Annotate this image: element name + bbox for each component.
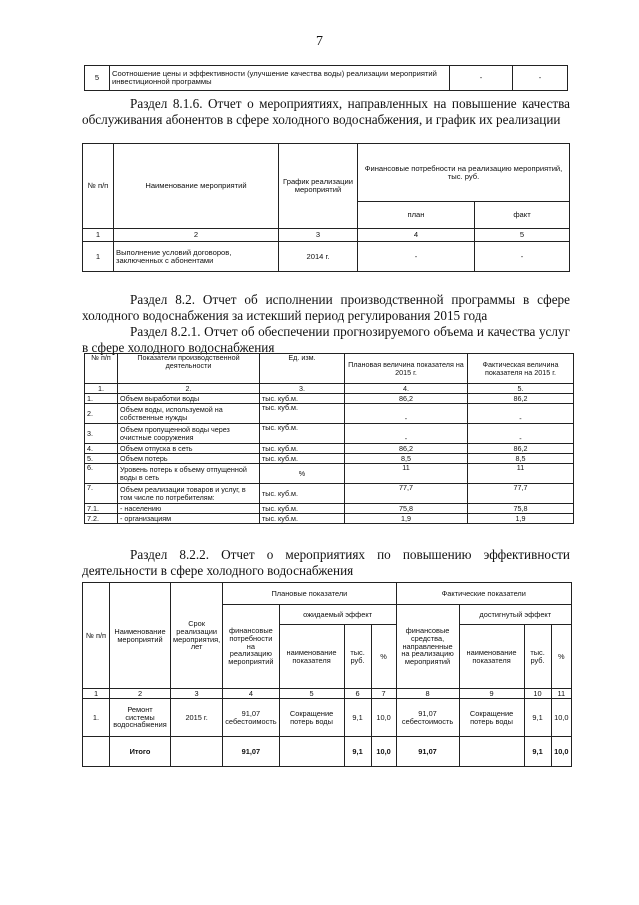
row-name: - организациям xyxy=(118,514,260,524)
row-name: - населению xyxy=(118,504,260,514)
index-cell: 5. xyxy=(468,384,574,394)
row-term: 2015 г. xyxy=(171,699,223,737)
row-number: 4. xyxy=(85,444,118,454)
header-percent: % xyxy=(551,625,571,689)
header-fact: факт xyxy=(475,202,570,229)
row-fact: - xyxy=(468,404,574,424)
row-fact: 86,2 xyxy=(468,444,574,454)
index-cell: 2 xyxy=(110,689,171,699)
row-number: 5. xyxy=(85,454,118,464)
index-cell: 9 xyxy=(459,689,524,699)
row-name: Объем реализации товаров и услуг, в том числе по потребителям: xyxy=(118,484,260,504)
row-fact: - xyxy=(468,424,574,444)
index-cell: 7 xyxy=(371,689,396,699)
row-name: Выполнение условий договоров, заключенных с абонентами xyxy=(114,242,279,272)
header-percent: % xyxy=(371,625,396,689)
row-number: 7. xyxy=(85,484,118,504)
page-number: 7 xyxy=(316,34,323,49)
index-cell: 3. xyxy=(260,384,345,394)
row-schedule: 2014 г. xyxy=(279,242,358,272)
header-indicator: наименование показателя xyxy=(459,625,524,689)
row-fact: 1,9 xyxy=(468,514,574,524)
index-cell: 1 xyxy=(83,689,110,699)
header-num: № п/п xyxy=(83,583,110,689)
row-rub-fact: 9,1 xyxy=(524,699,551,737)
row-number: 1 xyxy=(83,242,114,272)
row-number: 2. xyxy=(85,404,118,424)
index-cell: 10 xyxy=(524,689,551,699)
header-schedule: График реализации мероприятий xyxy=(279,144,358,229)
header-fin-sent: финансовые средства, направленные на реализацию мероприятий xyxy=(396,605,459,689)
row-unit: тыс. куб.м. xyxy=(260,454,345,464)
header-num: № п/п xyxy=(83,144,114,229)
row-fact: 11 xyxy=(468,464,574,484)
index-cell: 6 xyxy=(344,689,371,699)
row-rub-plan: 9,1 xyxy=(344,699,371,737)
section-8-2-1-heading: Раздел 8.2.1. Отчет об обеспечении прогнозируемого объема и качества услуг в сфере холодного водоснабжения xyxy=(82,324,570,355)
section-8-2-2-heading: Раздел 8.2.2. Отчет о мероприятиях по повышению эффективности деятельности в сфере холодного водоснабжения xyxy=(82,547,570,578)
section-8-1-6-heading: Раздел 8.1.6. Отчет о мероприятиях, направленных на повышение качества обслуживания абонентов в сфере холодного водоснабжения, и график их реализации xyxy=(82,96,570,127)
index-cell: 4. xyxy=(345,384,468,394)
row-fact: 77,7 xyxy=(468,484,574,504)
row-number: 1. xyxy=(85,394,118,404)
row-unit: тыс. куб.м. xyxy=(260,394,345,404)
index-cell: 3 xyxy=(171,689,223,699)
efficiency-measures-table xyxy=(82,582,572,767)
carryover-table xyxy=(84,65,568,91)
header-financial: Финансовые потребности на реализацию мероприятий, тыс. руб. xyxy=(358,144,570,202)
index-cell: 11 xyxy=(551,689,571,699)
header-term: Срок реализации мероприятия, лет xyxy=(171,583,223,689)
index-cell: 2 xyxy=(114,229,279,242)
row-unit: тыс. куб.м. xyxy=(260,514,345,524)
index-cell: 1 xyxy=(83,229,114,242)
header-fact: Фактическая величина показателя на 2015 г. xyxy=(468,354,574,384)
row-name: Объем потерь xyxy=(118,454,260,464)
row-number: 3. xyxy=(85,424,118,444)
row-plan: 1,9 xyxy=(345,514,468,524)
header-plan: Плановая величина показателя на 2015 г. xyxy=(345,354,468,384)
row-fin-fact: 91,07 себестоимость xyxy=(396,699,459,737)
row-unit: тыс. куб.м. xyxy=(260,444,345,454)
row-unit: % xyxy=(260,464,345,484)
row-plan: - xyxy=(345,424,468,444)
row-fact: 8,5 xyxy=(468,454,574,464)
index-cell: 5 xyxy=(279,689,344,699)
header-plan: план xyxy=(358,202,475,229)
total-pct-fact: 10,0 xyxy=(551,737,571,767)
header-num: № п/п xyxy=(85,354,118,384)
row-plan: 77,7 xyxy=(345,484,468,504)
total-label: Итого xyxy=(110,737,171,767)
row-name: Соотношение цены и эффективности (улучшение качества воды) реализации мероприятий инвестиционной программы xyxy=(110,66,450,91)
index-cell: 2. xyxy=(118,384,260,394)
total-rub-plan: 9,1 xyxy=(344,737,371,767)
row-name: Ремонт системы водоснабжения xyxy=(110,699,171,737)
row-pct-fact: 10,0 xyxy=(551,699,571,737)
row-effect-plan: Сокращение потерь воды xyxy=(279,699,344,737)
index-cell: 3 xyxy=(279,229,358,242)
row-name: Объем отпуска в сеть xyxy=(118,444,260,454)
total-pct-plan: 10,0 xyxy=(371,737,396,767)
index-cell: 5 xyxy=(475,229,570,242)
index-cell: 4 xyxy=(358,229,475,242)
row-name: Объем воды, используемой на собственные нужды xyxy=(118,404,260,424)
row-unit: тыс. куб.м. xyxy=(260,424,345,444)
production-indicators-table xyxy=(84,353,574,524)
row-plan: 8,5 xyxy=(345,454,468,464)
row-fin-plan: 91,07 себестоимость xyxy=(223,699,279,737)
row-fact: 86,2 xyxy=(468,394,574,404)
section-8-2-heading: Раздел 8.2. Отчет об исполнении производственной программы в сфере холодного водоснабжения за истекший период регулирования 2015 года xyxy=(82,292,570,323)
cell-value: - xyxy=(513,66,568,91)
header-name: Наименование мероприятий xyxy=(110,583,171,689)
row-unit: тыс. куб.м. xyxy=(260,404,345,424)
row-plan: 75,8 xyxy=(345,504,468,514)
total-rub-fact: 9,1 xyxy=(524,737,551,767)
index-cell: 4 xyxy=(223,689,279,699)
row-name: Объем выработки воды xyxy=(118,394,260,404)
header-thous-rub: тыс. руб. xyxy=(524,625,551,689)
row-plan: 11 xyxy=(345,464,468,484)
header-unit: Ед. изм. xyxy=(260,354,345,384)
row-number: 6. xyxy=(85,464,118,484)
total-fin-fact: 91,07 xyxy=(396,737,459,767)
header-name: Наименование мероприятий xyxy=(114,144,279,229)
index-cell: 1. xyxy=(85,384,118,394)
row-unit: тыс. куб.м. xyxy=(260,484,345,504)
header-expected: ожидаемый эффект xyxy=(279,605,396,625)
row-fact: - xyxy=(475,242,570,272)
row-plan: - xyxy=(345,404,468,424)
header-indicator: наименование показателя xyxy=(279,625,344,689)
row-plan: 86,2 xyxy=(345,394,468,404)
header-actual: Фактические показатели xyxy=(396,583,571,605)
header-fin-need: финансовые потребности на реализацию мероприятий xyxy=(223,605,279,689)
total-fin-plan: 91,07 xyxy=(223,737,279,767)
row-plan: - xyxy=(358,242,475,272)
row-number: 7.2. xyxy=(85,514,118,524)
row-number: 7.1. xyxy=(85,504,118,514)
header-achieved: достигнутый эффект xyxy=(459,605,571,625)
index-cell: 8 xyxy=(396,689,459,699)
row-pct-plan: 10,0 xyxy=(371,699,396,737)
cell-value: - xyxy=(450,66,513,91)
row-name: Объем пропущенной воды через очистные сооружения xyxy=(118,424,260,444)
row-effect-fact: Сокращение потерь воды xyxy=(459,699,524,737)
header-thous-rub: тыс. руб. xyxy=(344,625,371,689)
row-number: 1. xyxy=(83,699,110,737)
row-number: 5 xyxy=(85,66,110,91)
row-plan: 86,2 xyxy=(345,444,468,454)
header-indicator: Показатели производственной деятельности xyxy=(118,354,260,384)
row-unit: тыс. куб.м. xyxy=(260,504,345,514)
row-name: Уровень потерь к объему отпущенной воды в сеть xyxy=(118,464,260,484)
header-planned: Плановые показатели xyxy=(223,583,396,605)
row-fact: 75,8 xyxy=(468,504,574,514)
activities-schedule-table xyxy=(82,143,570,272)
